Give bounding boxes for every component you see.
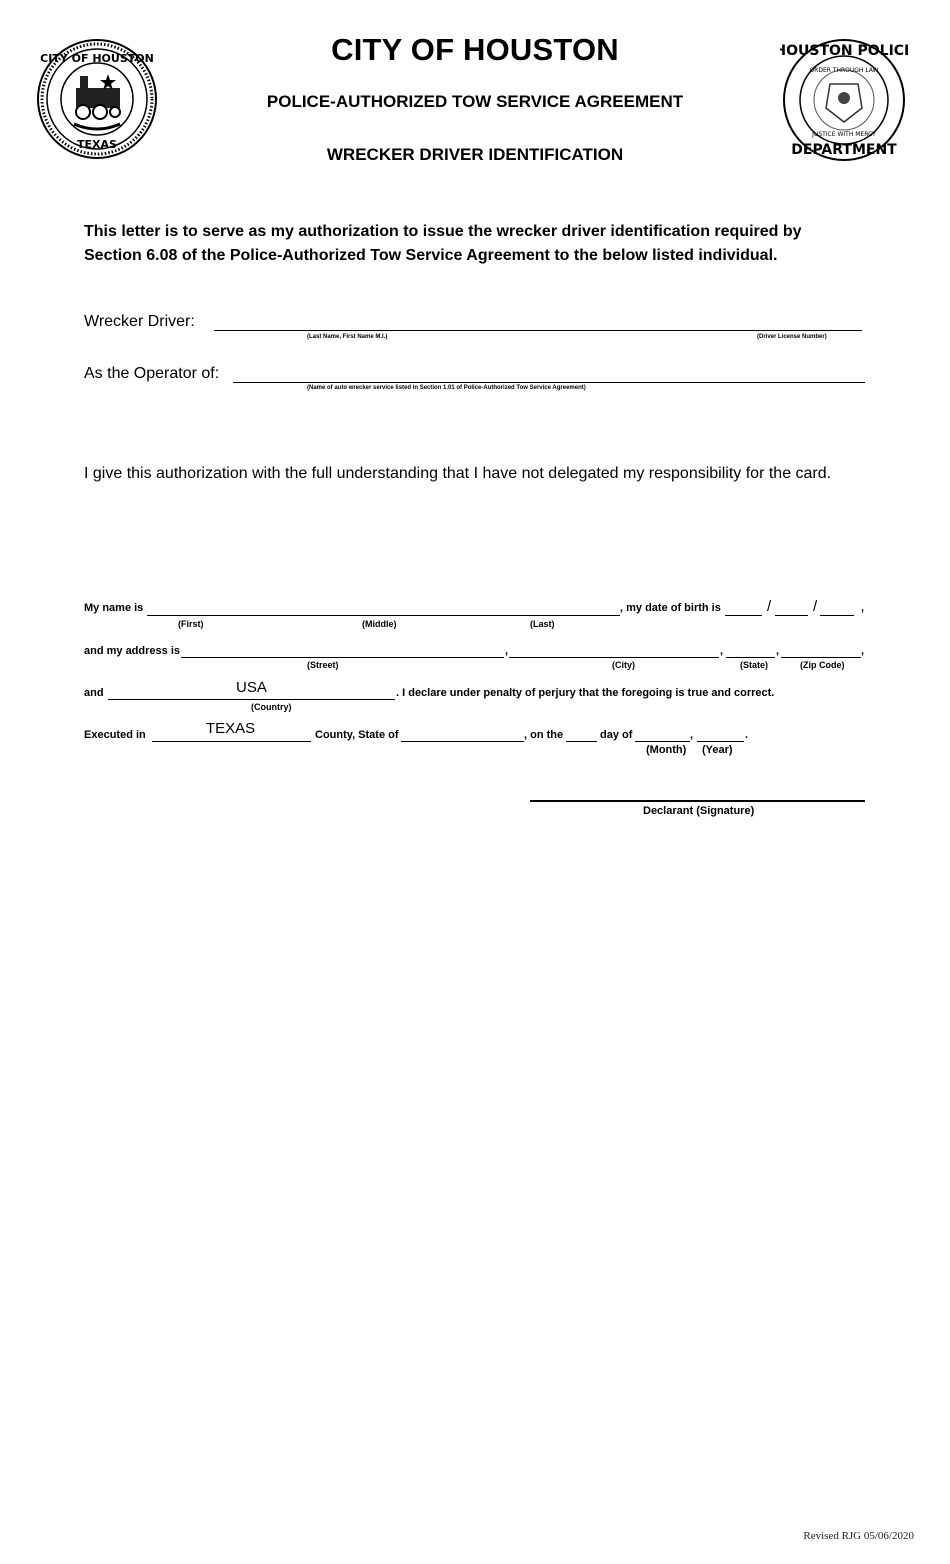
wrecker-driver-field[interactable] [214, 330, 862, 331]
svg-text:JUSTICE WITH MERCY: JUSTICE WITH MERCY [812, 131, 876, 138]
county-state-label: County, State of [315, 729, 399, 741]
street-field[interactable] [181, 657, 504, 658]
perjury-statement: . I declare under penalty of perjury that the foregoing is true and correct. [396, 687, 775, 699]
signature-caption: Declarant (Signature) [643, 805, 755, 817]
state-of-field[interactable] [401, 741, 524, 742]
section-title: WRECKER DRIVER IDENTIFICATION [326, 145, 624, 164]
intro-paragraph: This letter is to serve as my authorization to issue the wrecker driver identification required by Section 6.08 of the Police-Authorized Tow Service Agreement to the below listed individual. [84, 223, 802, 264]
dob-day-field[interactable] [775, 615, 808, 616]
operator-caption: (Name of auto wrecker service listed in Section 1.01 of Police-Authorized Tow Service Agreement) [307, 385, 586, 391]
driver-license-caption: (Driver License Number) [757, 334, 827, 340]
state-value: TEXAS [206, 720, 256, 737]
on-the-label: , on the [524, 729, 564, 741]
year-field[interactable] [697, 741, 744, 742]
signature-field[interactable] [530, 800, 865, 802]
authorization-paragraph: I give this authorization with the full understanding that I have not delegated my responsibility for the card. [84, 465, 832, 482]
middle-caption: (Middle) [362, 619, 397, 629]
comma: , [861, 645, 865, 657]
address-label: and my address is [84, 645, 180, 657]
day-of-label: day of [600, 729, 633, 741]
comma: , [776, 645, 780, 657]
comma: , [720, 645, 724, 657]
state-field[interactable] [726, 657, 775, 658]
dob-separator: / [767, 598, 772, 615]
operator-field[interactable] [233, 382, 865, 383]
name-label: My name is [84, 602, 144, 614]
wrecker-driver-label: Wrecker Driver: [84, 313, 195, 330]
agreement-title: POLICE-AUTHORIZED TOW SERVICE AGREEMENT [266, 92, 684, 111]
comma: , [505, 645, 509, 657]
city-caption: (City) [612, 660, 635, 670]
dob-label: , my date of birth is [620, 602, 721, 614]
city-field[interactable] [509, 657, 719, 658]
month-field[interactable] [635, 741, 690, 742]
dob-month-field[interactable] [725, 615, 762, 616]
year-caption: (Year) [702, 744, 733, 756]
full-name-field[interactable] [147, 615, 620, 616]
street-caption: (Street) [307, 660, 339, 670]
month-caption: (Month) [646, 744, 687, 756]
day-field[interactable] [566, 741, 597, 742]
state-caption: (State) [740, 660, 769, 670]
svg-text:HOUSTON POLICE: HOUSTON POLICE [780, 43, 908, 59]
comma: , [861, 602, 865, 614]
zip-field[interactable] [781, 657, 861, 658]
country-field[interactable] [108, 699, 395, 700]
driver-name-caption: (Last Name, First Name M.I.) [307, 334, 388, 340]
executed-in-label: Executed in [84, 729, 146, 741]
county-field[interactable] [152, 741, 311, 742]
period: . [745, 729, 749, 741]
first-caption: (First) [178, 619, 204, 629]
country-value: USA [236, 679, 267, 696]
country-caption: (Country) [251, 702, 292, 712]
zip-caption: (Zip Code) [800, 660, 845, 670]
dob-year-field[interactable] [820, 615, 854, 616]
last-caption: (Last) [530, 619, 555, 629]
and-label: and [84, 687, 104, 699]
svg-text:TEXAS: TEXAS [77, 138, 117, 151]
comma: , [690, 729, 694, 741]
dob-separator: / [813, 598, 818, 615]
page-title: CITY OF HOUSTON [331, 32, 619, 67]
svg-text:DEPARTMENT: DEPARTMENT [791, 142, 897, 158]
svg-text:CITY OF HOUSTON: CITY OF HOUSTON [40, 52, 154, 65]
operator-label: As the Operator of: [84, 365, 220, 382]
svg-text:ORDER THROUGH LAW: ORDER THROUGH LAW [809, 67, 879, 74]
revision-note: Revised RJG 05/06/2020 [803, 1530, 914, 1542]
